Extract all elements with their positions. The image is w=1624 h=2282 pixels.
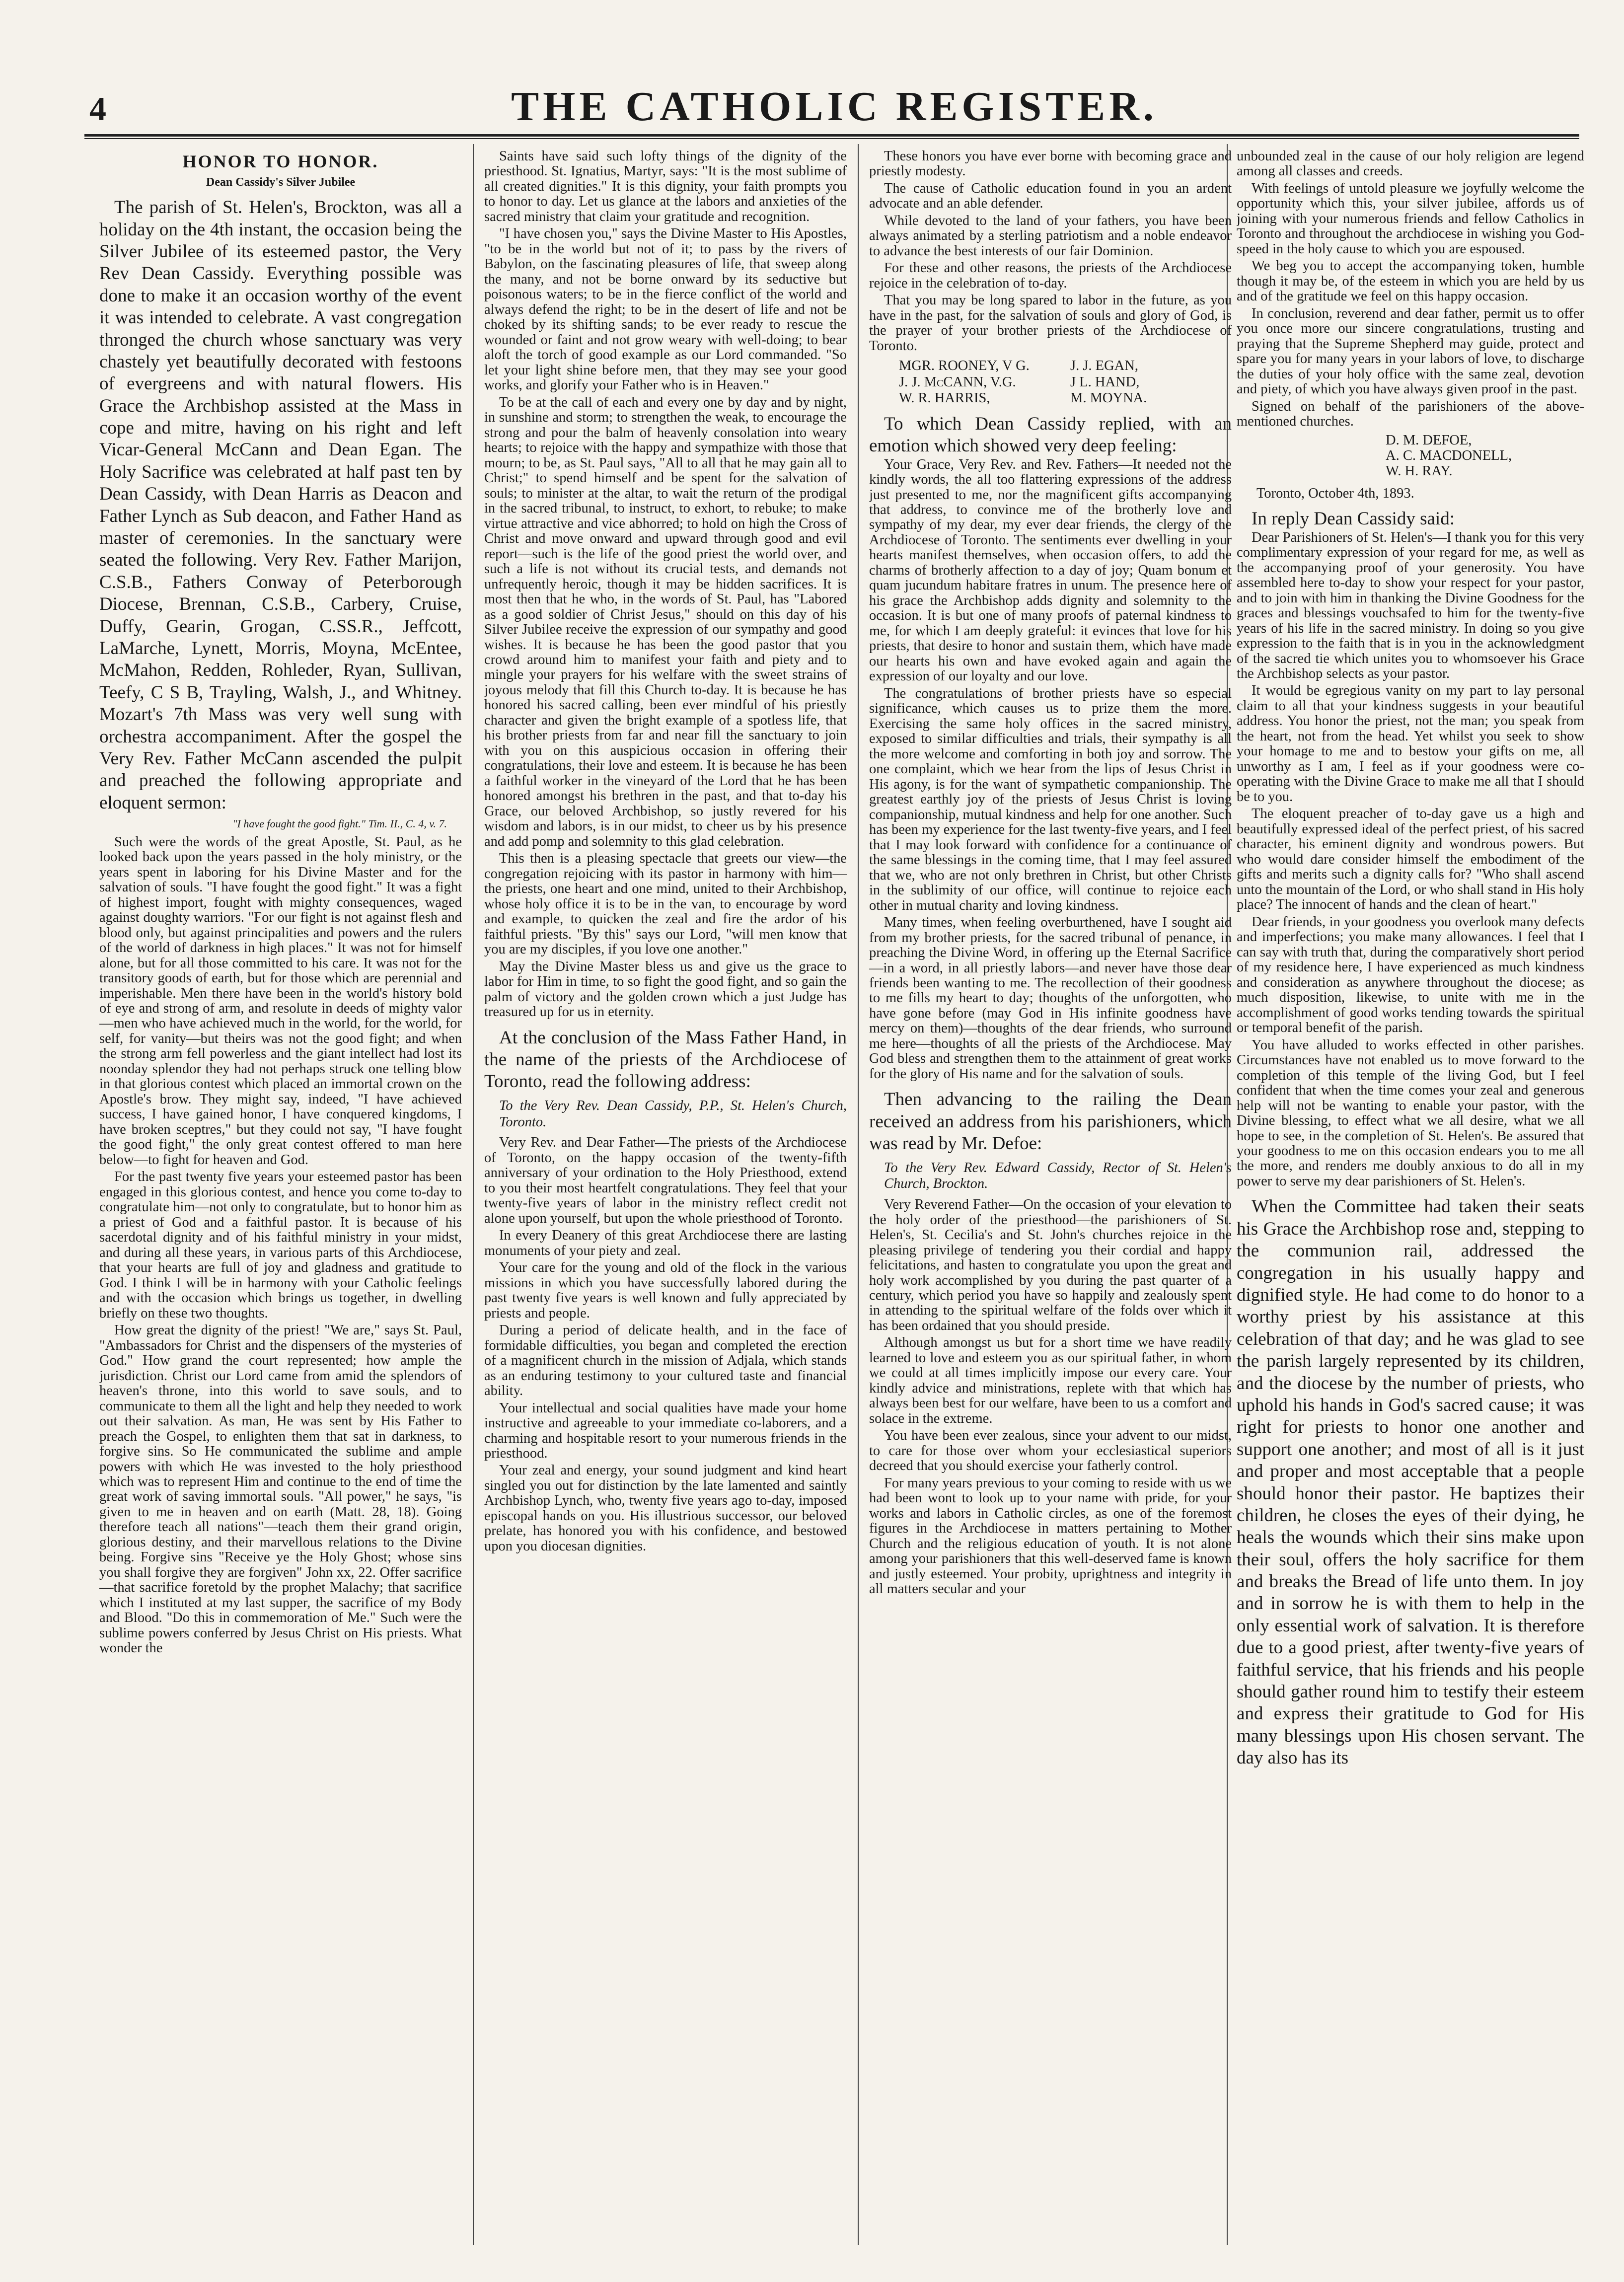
- paragraph: With feelings of untold pleasure we joyfully welcome the opportunity which this, your silver jubilee, affords us of joining with your numerous friends and fellow Catholics in Toronto and throughout the archdiocese in wishing you God-speed in the holy cause to which you are espoused.: [1237, 180, 1584, 257]
- paragraph: In conclusion, reverend and dear father, permit us to offer you once more our sincere congratulations, trusting and praying that the Supreme Shepherd may guide, protect and spare you for many years in your labors of love, to discharge the duties of your holy office with the same zeal, devotion and piety, of which you have always given proof in the past.: [1237, 305, 1584, 397]
- paragraph: The cause of Catholic education found in you an ardent advocate and an able defender.: [869, 180, 1232, 212]
- paragraph: The eloquent preacher of to-day gave us a high and beautifully expressed ideal of the perfect priest, of his sacred character, his eminent dignity and wondrous powers. But who would dare consider himself the embodiment of the gifts and merits such a dignity calls for? "Who shall ascend unto the mountain of the Lord, or who shall stand in His holy place? The innocent of hands and the clean of heart.": [1237, 806, 1584, 913]
- paragraph: To be at the call of each and every one by day and by night, in sunshine and storm; to strengthen the weak, to encourage the strong and pour the balm of heavenly consolation into weary hearts; to rejoice with the happy and sympathize with those that mourn; to be, as St. Paul says, "All to all that he may gain all to Christ;" to spend himself and be spent for the salvation of souls; to minister at the altar, to wait the return of the prodigal in the sacred tribunal, to instruct, to exhort, to rebuke; to make virtue attractive and vice abhorred; to hold on high the Cross of Christ and move onward and upward through good and evil report—such is the life of the good priest the world over, and such a life is not without its crucial tests, and demands not unfrequently heroic, though it may be hidden sacrifices. It is most then that he who, in the words of St. Paul, has "Labored as a good soldier of Christ Jesus," should on this day of his Silver Jubilee receive the expression of our sympathy and good wishes. It is because he has been the good pastor that you crowd around him to manifest your faith and piety and to mingle your prayers for his welfare with the sweet strains of joyous melody that fill this Church to-day. It is because he has honored his sacred calling, been ever mindful of his priestly character and given the bright example of a spotless life, that his brother priests from far and near fill the sanctuary to join with you on this auspicious occasion in offering their congratulations, their love and esteem. It is because he has been a faithful worker in the vineyard of the Lord that he has been honored amongst his brethren in the past, and that to-day his Grace, our beloved Archbishop, so justly revered for his wisdom and labors, is in our midst, to cheer us by his presence and add pomp and solemnity to this glad celebration.: [484, 394, 847, 849]
- paragraph: That you may be long spared to labor in the future, as you have in the past, for the salvation of souls and glory of God, is the prayer of your brother priests of the Archdiocese of Toronto.: [869, 293, 1232, 354]
- paragraph: Signed on behalf of the parishioners of the above-mentioned churches.: [1237, 398, 1584, 430]
- address-heading: To the Very Rev. Dean Cassidy, P.P., St. Helen's Church, Toronto.: [499, 1098, 847, 1130]
- column-rule: [858, 144, 859, 2245]
- column-rule: [473, 144, 474, 2245]
- article-title: HONOR TO HONOR.: [182, 151, 379, 171]
- signature: D. M. DEFOE,: [1386, 432, 1472, 448]
- paragraph: For these and other reasons, the priests of the Archdiocese rejoice in the celebration of to-day.: [869, 260, 1232, 291]
- parish-intro: Then advancing to the railing the Dean received an address from his parishioners, which was read by Mr. Defoe:: [869, 1089, 1232, 1154]
- paragraph: unbounded zeal in the cause of our holy religion are legend among all classes and creeds.: [1237, 149, 1584, 179]
- column-4: [1237, 149, 1584, 2240]
- paragraph: During a period of delicate health, and in the face of formidable difficulties, you began and completed the erection of a magnificent church in the mission of Adjala, which stands as an enduring testimony to your cultured taste and financial ability.: [484, 1323, 847, 1399]
- parish-signatures: [1386, 433, 1584, 479]
- signature: A. C. MACDONELL,: [1386, 448, 1512, 464]
- signature: M. MOYNA.: [1070, 390, 1147, 406]
- paragraph: You have alluded to works effected in other parishes. Circumstances have not enabled us to move forward to the completion of this temple of the living God, but I feel confident that when the time comes your zeal and generous help will not be wanting to enable your pastor, with the Divine blessing, to effect what we all desire, what we all hope to see, in the completion of St. Helen's. Be assured that your goodness to me on this occasion endears you to me all the more, and renders me doubly anxious to do all in my power to serve my dear parishioners of St. Helen's.: [1237, 1037, 1584, 1189]
- signature: W. R. HARRIS,: [899, 390, 990, 406]
- paragraph: Many times, when feeling overburthened, have I sought aid from my brother priests, for the sacred tribunal of penance, in preaching the Divine Word, in offering up the Eternal Sacrifice—in a word, in all priestly labors—and never have those dear friends been wanting to me. The recollection of their goodness to me fills my heart to day; thoughts of the unforgotten, who have gone before (may God in His infinite goodness have mercy on them)—thoughts of the dear friends, who surround me here—thoughts of all the priests of the Archdiocese. May God bless and strengthen them to the attainment of great works for the glory of His name and for the salvation of souls.: [869, 915, 1232, 1082]
- priest-signatures: [899, 359, 1232, 406]
- paragraph: Very Reverend Father—On the occasion of your elevation to the holy order of the priesthood—the parishioners of St. Helen's, St. Cecilia's and St. John's churches rejoice in the pleasing privilege of tendering you their cordial and happy felicitations, and hasten to congratulate you upon the great and holy work accomplished by you during the past quarter of a century, which period you have so happily and zealously spent in attending to the spiritual welfare of the folds over which it has been ordained that you should preside.: [869, 1197, 1232, 1333]
- signature: J. J. McCANN, V.G.: [899, 374, 1016, 390]
- address-intro: At the conclusion of the Mass Father Hand, in the name of the priests of the Archdiocese of Toronto, read the following address:: [484, 1027, 847, 1092]
- closing-paragraph: When the Committee had taken their seats his Grace the Archbishop rose and, stepping to the communion rail, addressed the congregation in his usually happy and dignified style. He had come to do honor to a worthy priest by his assistance at this celebration of that day; and he was glad to see the parish largely represented by its children, and the diocese by the number of priests, who uphold his hands in God's sacred cause; it was right for priests to honor one another and support one another; and most of all is it just and proper and most acceptable that a people should honor their pastor. He baptizes their children, he closes the eyes of their dying, he heals the wounds which their sins make upon their soul, offers the holy sacrifice for them and breaks the Bread of life unto them. In joy and in sorrow he is with them to help in the only essential work of salvation. It is therefore due to a good priest, after twenty-five years of faithful service, that his friends and his people should gather round him to testify their esteem and express their gratitude to God for His many blessings upon His chosen servant. The day also has its: [1237, 1196, 1584, 1768]
- paragraph: These honors you have ever borne with becoming grace and priestly modesty.: [869, 149, 1232, 179]
- page-number: 4: [89, 90, 106, 128]
- signature: W. H. RAY.: [1386, 463, 1453, 479]
- paragraph: Very Rev. and Dear Father—The priests of the Archdiocese of Toronto, on the happy occasion of the twenty-fifth anniversary of your ordination to the Holy Priesthood, extend to you their most heartfelt congratulations. They feel that your twenty-five years of labor in the ministry reflect credit not alone upon yourself, but upon the whole priesthood of Toronto.: [484, 1135, 847, 1226]
- paragraph: "I have chosen you," says the Divine Master to His Apostles, "to be in the world but not of it; to pass by the rivers of Babylon, on the fascinating pleasures of life, that sweep along the many, and not be borne onward by its seductive but poisonous waters; to be in the fierce conflict of the world and always defend the right; to be in the desert of life and not be choked by its shifting sands; to be ever ready to rescue the wounded or faint and not grow weary with well-doing; to bear aloft the torch of good example as our Lord commanded. "So let your light shine before men, that they may see your good works, and glorify your Father who is in Heaven.": [484, 226, 847, 393]
- paragraph: For the past twenty five years your esteemed pastor has been engaged in this glorious contest, and hence you come to-day to congratulate him—not only to congratulate, but to honor him as a priest of God and a faithful pastor. It is because of his sacerdotal dignity and of his faithful ministry in your midst, and during all these years, in various parts of this Archdiocese, that your hearts are full of joy and gladness and gratitude to God. I think I will be in harmony with your Catholic feelings and with the occasion which brings us together, in dwelling briefly on these two thoughts.: [99, 1169, 462, 1321]
- article-lead: The parish of St. Helen's, Brockton, was all a holiday on the 4th instant, the occasion being the Silver Jubilee of its esteemed pastor, the Very Rev Dean Cassidy. Everything possible was done to make it an occasion worthy of the event it was intended to celebrate. A vast congregation thronged the church whose sanctuary was very chastely yet beautifully decorated with festoons of evergreens and with natural flowers. His Grace the Archbishop assisted at the Mass in cope and mitre, having on his right and left Vicar-General McCann and Dean Egan. The Holy Sacrifice was celebrated at half past ten by Dean Cassidy, with Dean Harris as Deacon and Father Lynch as Sub deacon, and Father Hand as master of ceremonies. In the sanctuary were seated the following. Very Rev. Father Marijon, C.S.B., Fathers Conway of Peterborough Diocese, Brennan, C.S.B., Carbery, Cruise, Duffy, Gearin, Grogan, C.SS.R., Jeffcott, LaMarche, Lynett, Morris, Moyna, McEntee, McMahon, Redden, Rohleder, Ryan, Sullivan, Teefy, C S B, Trayling, Walsh, J., and Whitney. Mozart's 7th Mass was very well sung with orchestra accompaniment. After the gospel the Very Rev. Father McCann ascended the pulpit and preached the following appropriate and eloquent sermon:: [99, 197, 462, 813]
- paragraph: This then is a pleasing spectacle that greets our view—the congregation rejoicing with its pastor in harmony with him—the priests, one heart and one mind, united to their Archbishop, whose holy office it is to be in the van, to encourage by word and example, to quicken the zeal and fire the ardor of his faithful priests. "By this" says our Lord, "will men know that you are my disciples, if you love one another.": [484, 851, 847, 957]
- paragraph: While devoted to the land of your fathers, you have been always animated by a sterling patriotism and a noble endeavor to advance the best interests of our fair Dominion.: [869, 213, 1232, 259]
- paragraph: Your Grace, Very Rev. and Rev. Fathers—It needed not the kindly words, the all too flattering expressions of the address just presented to me, nor the magnificent gifts accompanying that address, to convince me of the brotherly love and sympathy of my dear, my ever dear friends, the clergy of the Archdiocese of Toronto. The sentiments ever dwelling in your hearts manifest themselves, when occasion offers, to add the charms of brotherly affection to a day of joy; Quam bonum et quam jucundum habitare fratres in unum. The presence here of his grace the Archbishop adds dignity and solemnity to the occasion. It is but one of many proofs of paternal kindness to me, for which I am deeply grateful: it evinces that love for his priests, that desire to honor and sustain them, which have made our hearts his own and have evoked again and again the expression of our loyalty and our love.: [869, 456, 1232, 684]
- sermon-quote: "I have fought the good fight." Tim. II., C. 4, v. 7.: [232, 817, 447, 830]
- paragraph: Your zeal and energy, your sound judgment and kind heart singled you out for distinction by the late lamented and saintly Archbishop Lynch, who, twenty five years ago to-day, imposed episcopal hands on you. His illustrious successor, our beloved prelate, has honored you with his confidence, and bestowed upon you diocesan dignities.: [484, 1463, 847, 1554]
- paper-title: THE CATHOLIC REGISTER.: [511, 83, 1158, 130]
- paragraph: We beg you to accept the accompanying token, humble though it may be, of the esteem in which you are held by us and of the gratitude we feel on this happy occasion.: [1237, 258, 1584, 304]
- signature: J L. HAND,: [1070, 374, 1140, 390]
- paragraph: Your care for the young and old of the flock in the various missions in which you have successfully labored during the past twenty five years is well known and fully appreciated by priests and people.: [484, 1260, 847, 1321]
- place-date: Toronto, October 4th, 1893.: [1256, 485, 1414, 501]
- column-2: [484, 149, 847, 2240]
- masthead-rule: [84, 134, 1579, 139]
- paragraph: Dear Parishioners of St. Helen's—I thank you for this very complimentary expression of your regard for me, as well as the accompanying proof of your generosity. You have assembled here to-day to show your respect for your pastor, and to join with him in thanking the Divine Goodness for the graces and blessings vouchsafed to him for the twenty-five years of his life in the sacred ministry. In doing so you give expression to the faith that is in you in the acknowledgment of the sacred tie which unites you to whomsoever his Grace the Archbishop selects as your pastor.: [1237, 529, 1584, 681]
- reply-to-parish-intro: In reply Dean Cassidy said:: [1252, 509, 1455, 529]
- paragraph: You have been ever zealous, since your advent to our midst, to care for those over whom your ecclesiastical superiors decreed that you should exercise your fatherly control.: [869, 1428, 1232, 1474]
- paragraph: Saints have said such lofty things of the dignity of the priesthood. St. Ignatius, Martyr, says: "It is the most sublime of all created dignities." It is this dignity, your faith prompts you to honor to day. Let us glance at the labors and anxieties of the sacred ministry that claim your gratitude and recognition.: [484, 149, 847, 224]
- paragraph: In every Deanery of this great Archdiocese there are lasting monuments of your piety and zeal.: [484, 1228, 847, 1258]
- masthead: [89, 74, 1579, 139]
- article-subtitle: Dean Cassidy's Silver Jubilee: [206, 175, 356, 189]
- paragraph: For many years previous to your coming to reside with us we had been wont to look up to your name with pride, for your works and labors in Catholic circles, as one of the foremost figures in the Archdiocese in matters pertaining to Mother Church and the religious education of youth. It is not alone among your parishioners that this well-deserved fame is known and justly esteemed. Your probity, uprightness and integrity in all matters secular and your: [869, 1475, 1232, 1597]
- column-3: [869, 149, 1232, 2240]
- paragraph: How great the dignity of the priest! "We are," says St. Paul, "Ambassadors for Christ and the dispensers of the mysteries of God." How grand the court represented; how ample the jurisdiction. Christ our Lord came from amid the splendors of heaven's throne, into this world to save souls, and to communicate to them all the light and help they needed to work out their salvation. As man, He was sent by His Father to preach the Gospel, to enlighten them that sat in darkness, to forgive sins. So He communicated the sublime and ample powers with which He was invested to the holy priesthood which was to represent Him and continue to the end of time the great work of saving immortal souls. "All power," he says, "is given to me in heaven and on earth (Matt. 28, 18). Going therefore teach all nations"—teach them their grand origin, glorious destiny, and their marvellous relations to the Divine being. Forgive sins "Receive ye the Holy Ghost; whose sins you shall forgive they are forgiven" John xx, 22. Offer sacrifice—that sacrifice foretold by the prophet Malachy; that sacrifice which I instituted at my last supper, the sacrifice of my Body and Blood. "Do this in commemoration of Me." Such were the sublime powers conferred by Jesus Christ on His priests. What wonder the: [99, 1323, 462, 1656]
- paragraph: Such were the words of the great Apostle, St. Paul, as he looked back upon the years passed in the holy ministry, or the years spent in laboring for his Divine Master and for the salvation of souls. "I have fought the good fight." It was a fight of highest import, fought with mighty consequences, waged against doughty warriors. "For our fight is not against flesh and blood only, but against principalities and powers and the rulers of the world of darkness in high places." It was not for himself alone, but for all those committed to his care. It was not for the transitory goods of earth, but for those which are perennial and imperishable. Men there have been in the world's history bold of eye and strong of arm, and resolute in deeds of mighty valor—men who have achieved much in the world, for the world, for self, for vanity—but theirs was not the good fight; and when the strong arm fell powerless and the giant intellect had lost its noonday splendor they had not perhaps struck one telling blow in that glorious contest which placed an immortal crown on the Apostle's brow. They might say, indeed, "I have achieved success, I have gained honor, I have conquered kingdoms, I have broken sceptres," but they could not say, "I have fought the good fight," the only great contest offered to man here below—to fight for heaven and God.: [99, 834, 462, 1168]
- signature: J. J. EGAN,: [1070, 358, 1138, 374]
- signature: MGR. ROONEY, V G.: [899, 358, 1030, 374]
- paragraph: Dear friends, in your goodness you overlook many defects and imperfections; you make many allowances. I feel that I can say with truth that, during the comparatively short period of my residence here, I have experienced as much kindness and consideration as anywhere throughout the diocese; as much disposition, likewise, to unite with me in the accomplishment of good works tending towards the spiritual or temporal benefit of the parish.: [1237, 914, 1584, 1036]
- paragraph: Although amongst us but for a short time we have readily learned to love and esteem you as our spiritual father, in whom we could at all times implicitly impose our every care. Your kindly advice and ministrations, replete with that which has always been best for our welfare, have been to us a comfort and solace in the extreme.: [869, 1335, 1232, 1426]
- parish-heading: To the Very Rev. Edward Cassidy, Rector of St. Helen's Church, Brockton.: [884, 1160, 1232, 1192]
- paragraph: The congratulations of brother priests have so especial significance, which causes us to prize them the more. Exercising the same holy offices in the sacred ministry, exposed to similar difficulties and trials, their sympathy is all the more welcome and comforting in both joy and sorrow. The one complaint, which we hear from the lips of Jesus Christ in His agony, is for the want of sympathetic companionship. The greatest earthly joy of the priests of Jesus Christ is loving companionship, mutual kindness and help for one another. Such has been my experience for the last twenty-five years, and I feel that I may look forward with confidence for a continuance of the same blessings in the coming time, that I may feel assured that we, who are not only brethren in Christ, but other Christs in the sublimity of our office, will continue to rejoice each other in mutual charity and loving kindness.: [869, 685, 1232, 913]
- paragraph: It would be egregious vanity on my part to lay personal claim to all that your kindness suggests in your beautiful address. You honor the priest, not the man; you speak from the heart, not from the head. Yet whilst you seek to show your homage to me and to bestow your gifts on me, all unworthy as I am, I feel as if your goodness were co-operating with the Divine Grace to make me all that I should be to you.: [1237, 683, 1584, 805]
- paragraph: May the Divine Master bless us and give us the grace to labor for Him in time, to so fight the good fight, and so gain the palm of victory and the golden crown which a just Judge has treasured up for us in eternity.: [484, 958, 847, 1020]
- column-1: [99, 149, 462, 2240]
- paragraph: Your intellectual and social qualities have made your home instructive and agreeable to your immediate co-laborers, and a charming and hospitable resort to your numerous friends in the priesthood.: [484, 1400, 847, 1461]
- reply-intro: To which Dean Cassidy replied, with an emotion which showed very deep feeling:: [869, 413, 1232, 456]
